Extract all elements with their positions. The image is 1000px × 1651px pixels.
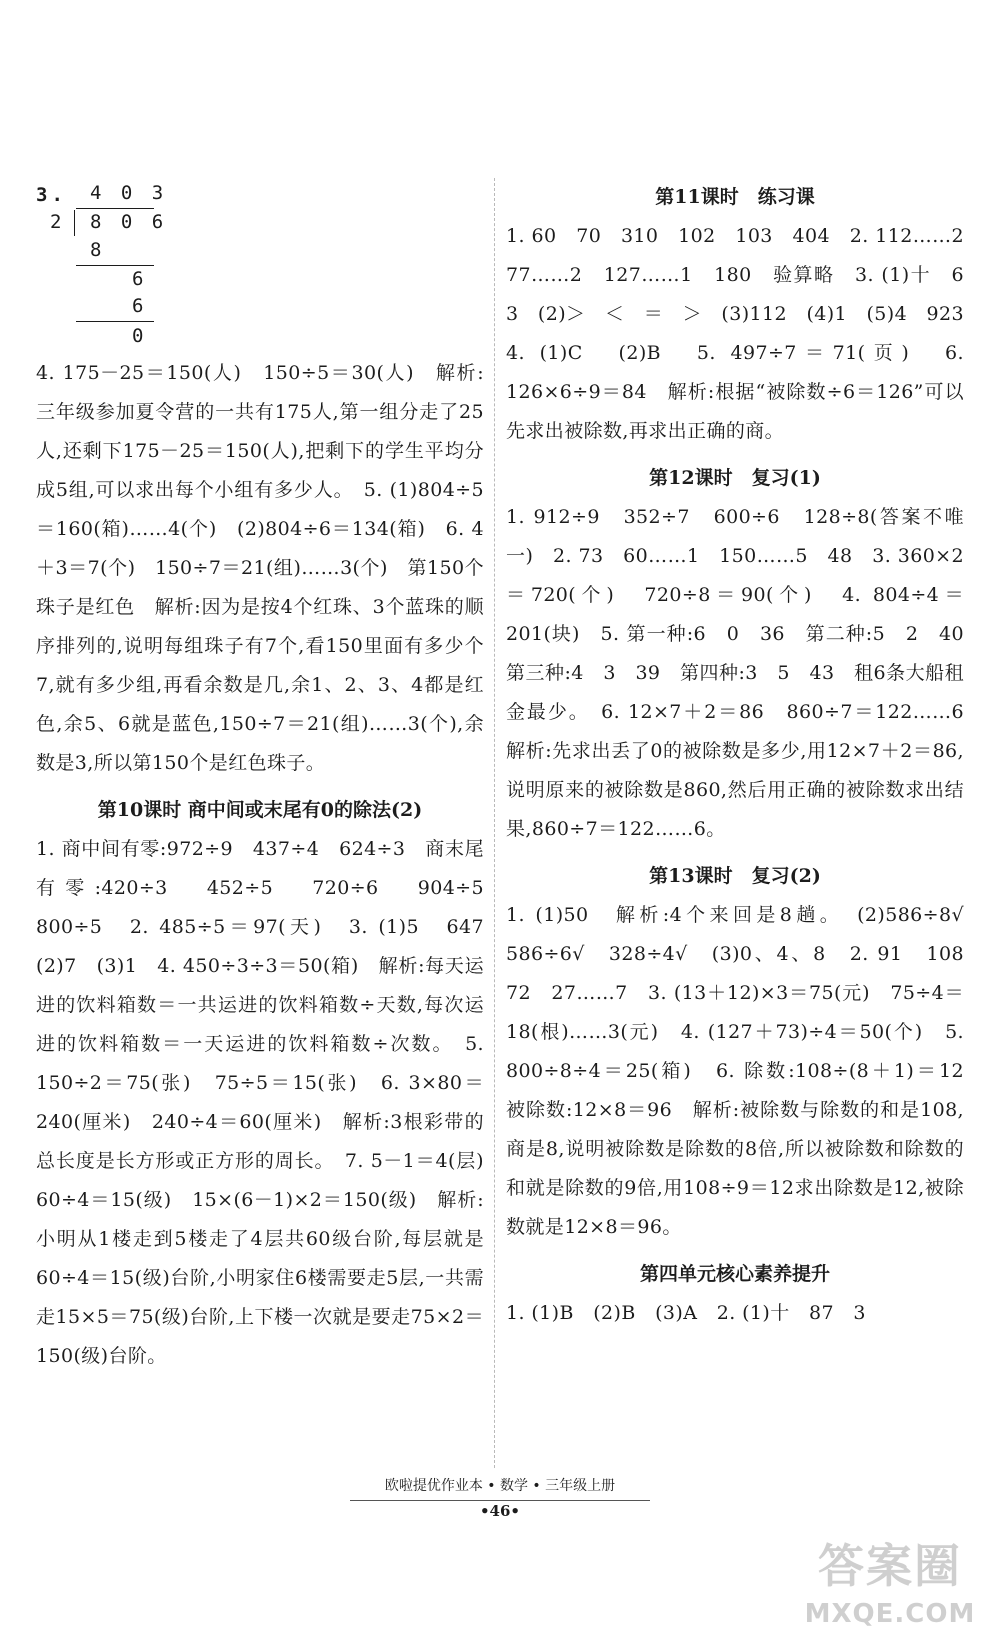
section-title-lesson-13: 第13课时 复习(2) [649, 865, 821, 887]
section-title-lesson-10: 第10课时 商中间或末尾有0的除法(2) [97, 799, 423, 821]
section-title-unit-4: 第四单元核心素养提升 [639, 1263, 830, 1285]
division-bracket [64, 210, 75, 236]
long-division-q3 [36, 178, 484, 354]
dividend: 8 0 6 [90, 211, 168, 233]
page-number: •46• [479, 1502, 521, 1520]
step-carry: 6 [132, 268, 148, 290]
answers-lesson-11: 1. 60 70 310 102 103 404 2. 112……2 77……2 127……1 180 验算略 3. (1)十 6 3 (2)＞ ＜ ＝ ＞ (3)112 (4)1 (5)4 923 4. (1)C (2)B 5. 497÷7＝71(页) 6. 126×6÷9＝84 解析:根据“被除数÷6＝126”可以先求出被除数,再求出正确的商。 [506, 225, 984, 442]
right-column [506, 178, 984, 1333]
answers-unit-4: 1. (1)B (2)B (3)A 2. (1)十 87 3 [506, 1302, 866, 1324]
left-column [36, 178, 504, 1376]
question-number: 3. [36, 184, 67, 206]
answers-lesson-12: 1. 912÷9 352÷7 600÷6 128÷8(答案不唯一) 2. 73 60……1 150……5 48 3. 360×2＝720(个) 720÷8＝90(个) 4. 804÷4＝201(块) 5. 第一种:6 0 36 第二种:5 2 40 第三种:4 3 39 第四种:3 5 43 租6条大船租金最少。 6. 12×7＋2＝86 860÷7＝122……6 解析:先求出丢了0的被除数是多少,用12×7＋2＝86,说明原来的被除数是860,然后用正确的被除数求出结果,860÷7＝122……6。 [506, 506, 984, 840]
watermark-logo: 答案圈 [818, 1539, 962, 1593]
step-subtrahend-2: 6 [132, 295, 148, 317]
step-line-2 [76, 321, 154, 322]
step-subtrahend: 8 [90, 239, 106, 261]
watermark-domain: MXQE.COM [804, 1599, 976, 1629]
column-divider [494, 178, 495, 1468]
page-footer [0, 1472, 1000, 1521]
section-title-lesson-11: 第11课时 练习课 [655, 186, 815, 208]
answers-lesson-10: 1. 商中间有零:972÷9 437÷4 624÷3 商末尾有零:420÷3 452÷5 720÷6 904÷5 800÷5 2. 485÷5＝97(天) 3. (1)5 647 (2)7 (3)1 4. 450÷3÷3＝50(箱) 解析:每天运进的饮料箱数＝一共运进的饮料箱数÷天数,每次运进的饮料箱数＝一天运进的饮料箱数÷次数。 5. 150÷2＝75(张) 75÷5＝15(张) 6. 3×80＝240(厘米) 240÷4＝60(厘米) 解析:3根彩带的总长度是长方形或正方形的周长。 7. 5－1＝4(层) 60÷4＝15(级) 15×(6－1)×2＝150(级) 解析:小明从1楼走到5楼走了4层共60级台阶,每层就是60÷4＝15(级)台阶,小明家住6楼需要走5层,一共需走15×5＝75(级)台阶,上下楼一次就是要走75×2＝150(级)台阶。 [36, 838, 504, 1367]
site-watermark [790, 1535, 990, 1645]
divisor: 2 [50, 211, 66, 233]
answers-lesson-13: 1. (1)50 解析:4个来回是8趟。 (2)586÷8√ 586÷6√ 328÷4√ (3)0、4、8 2. 91 108 72 27……7 3. (13＋12)×3＝75(元) 75÷4＝18(根)……3(元) 4. (127＋73)÷4＝50(个) 5. 800÷8÷4＝25(箱) 6. 除数:108÷(8＋1)＝12 被除数:12×8＝96 解析:被除数与除数的和是108,商是8,说明被除数是除数的8倍,所以被除数和除数的和就是除数的9倍,用108÷9＝12求出除数是12,被除数就是12×8＝96。 [506, 904, 984, 1238]
remainder: 0 [132, 325, 148, 347]
step-line [76, 265, 154, 266]
division-bar [76, 208, 154, 209]
quotient: 4 0 3 [90, 182, 168, 204]
answers-q4-q6: 4. 175－25＝150(人) 150÷5＝30(人) 解析:三年级参加夏令营的一共有175人,第一组分走了25人,还剩下175－25＝150(人),把剩下的学生平均分成5组,可以求出每个小组有多少人。 5. (1)804÷5＝160(箱)……4(个) (2)804÷6＝134(箱) 6. 4＋3＝7(个) 150÷7＝21(组)……3(个) 第150个珠子是红色 解析:因为是按4个红珠、3个蓝珠的顺序排列的,说明每组珠子有7个,看150里面有多少个7,就有多少组,再看余数是几,余1、2、3、4都是红色,余5、6就是蓝色,150÷7＝21(组)……3(个),余数是3,所以第150个是红色珠子。 [36, 362, 484, 774]
section-title-lesson-12: 第12课时 复习(1) [649, 467, 821, 489]
book-title: 欧啦提优作业本 • 数学 • 三年级上册 [384, 1478, 616, 1494]
